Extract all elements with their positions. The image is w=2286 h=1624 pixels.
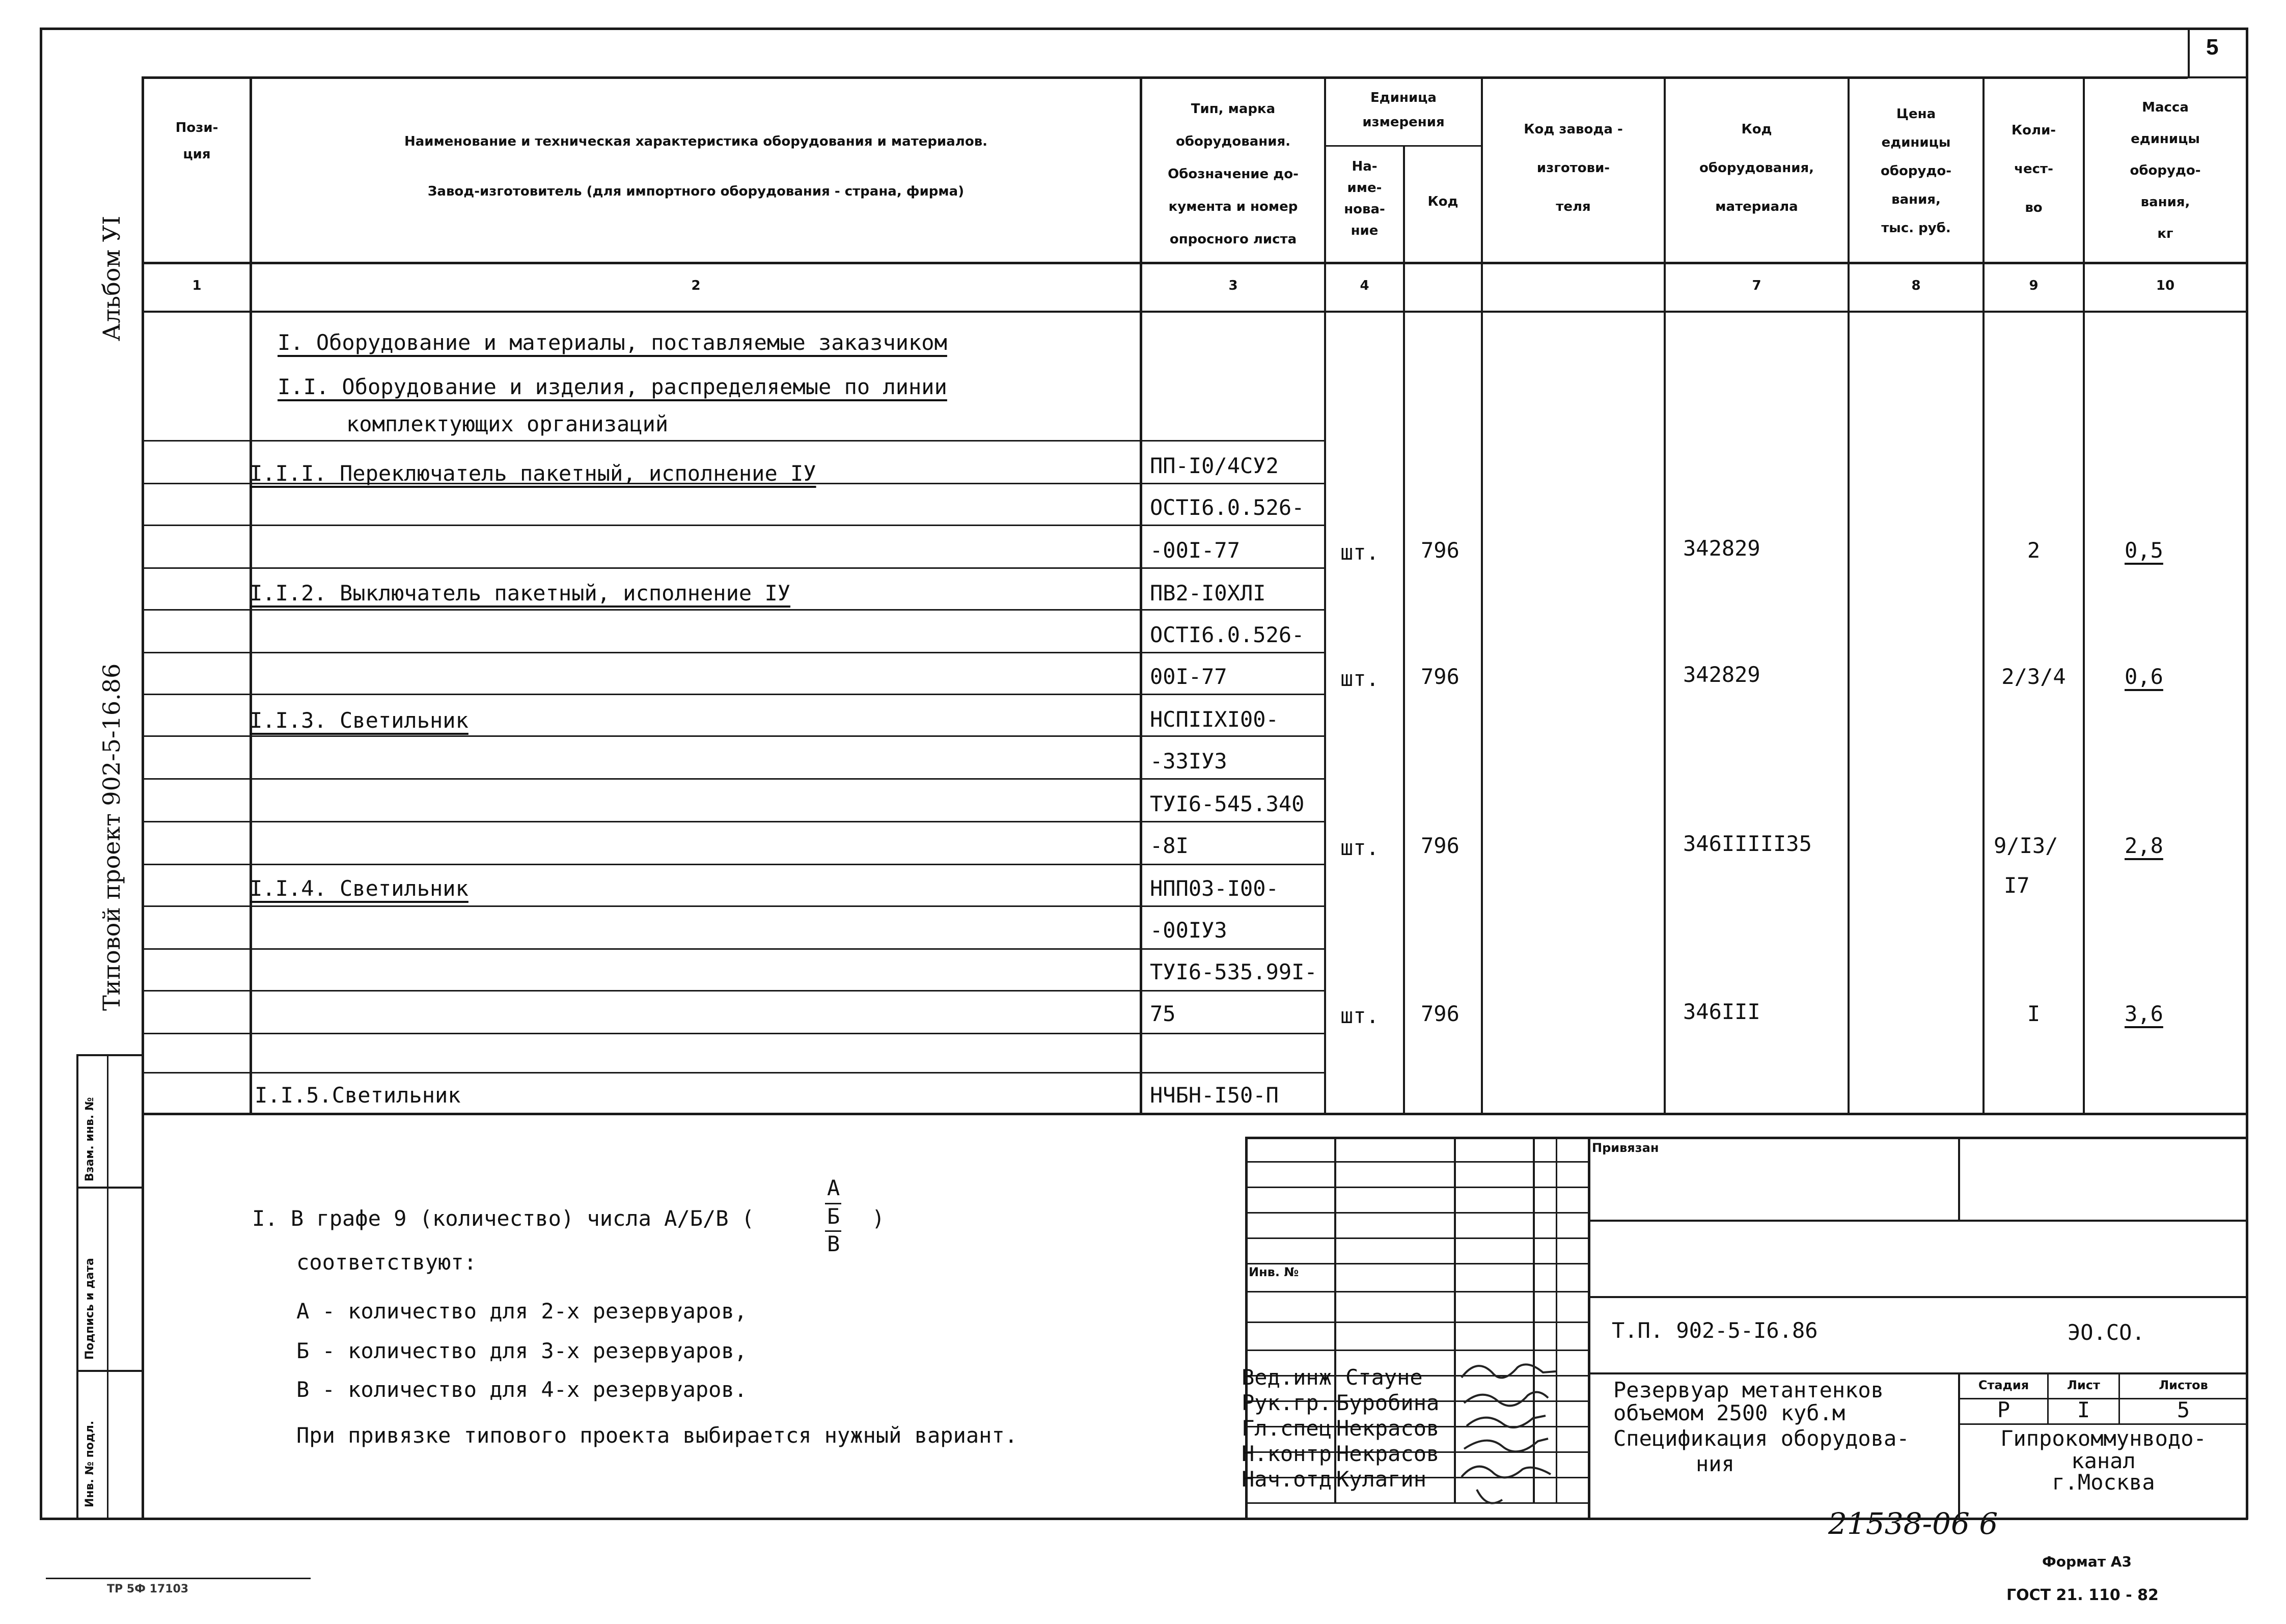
album-label: Альбом УI [98,215,125,341]
header-position: Пози- ция [175,120,218,162]
role-name: Буробина [1336,1390,1440,1415]
item-type: ТУI6-535.99I- [1150,959,1317,984]
format-label: Формат А3 [2042,1553,2132,1570]
stub-replace-inv: Взам. инв. № [84,1097,96,1181]
note-line3: А - количество для 2-х резервуаров, [296,1299,748,1324]
colnum-8: 8 [1911,278,1921,293]
item-type: -8I [1150,833,1189,858]
gost-label: ГОСТ 21. 110 - 82 [2006,1586,2159,1604]
stub-signature-date: Подпись и дата [84,1258,96,1360]
sheets-value: 5 [2177,1397,2190,1422]
note-close-paren: ) [872,1206,885,1231]
item-name: I.I.2. Выключатель пакетный, исполнение IУ [250,581,791,605]
item-type: ПВ2-I0ХЛI [1150,581,1266,605]
attached-label: Привязан [1592,1141,1659,1155]
item-quantity: I [2027,1001,2041,1026]
section-title: I. Оборудование и материалы, поставляемые заказчиком [278,330,947,355]
item-type: ОСТI6.0.526- [1150,622,1305,647]
item-quantity-cont: I7 [2004,873,2030,898]
item-quantity: 2/3/4 [2001,664,2066,689]
note-line1: I. В графе 9 (количество) числа А/Б/В ( [252,1206,755,1231]
header-name-line2: Завод-изготовитель (для импортного оборудования - страна, фирма) [427,184,965,199]
item-type: ТУI6-545.340 [1150,791,1305,816]
colnum-1: 1 [192,278,202,293]
item-mass: 2,8 [2125,833,2163,858]
item-type: -00IУ3 [1150,918,1227,943]
item-type: НСПIIХI00- [1150,707,1279,732]
role-name: Некрасов [1336,1441,1440,1466]
header-name-line1: Наименование и техническая характеристика оборудования и материалов. [404,134,988,149]
document-mark: ЭО.СО. [2068,1320,2145,1345]
item-type: НПП03-I00- [1150,876,1279,901]
item-mass: 3,6 [2125,1001,2163,1026]
colnum-10: 10 [2156,278,2175,293]
sheet-header: Лист [2067,1378,2100,1392]
item-type: 75 [1150,1001,1176,1026]
item-name: I.I.I. Переключатель пакетный, исполнение IУ [250,461,816,486]
item-unit-code: 796 [1421,664,1459,689]
item-name: I.I.3. Светильник [250,708,469,733]
item-type: ОСТI6.0.526- [1150,495,1305,520]
role-name: Кулагин [1336,1467,1427,1492]
item-mass: 0,5 [2125,538,2163,563]
colnum-7: 7 [1752,278,1761,293]
header-mass: Масса единицы оборудо- вания, кг [2130,100,2201,241]
colnum-4: 4 [1360,278,1369,293]
item-unit: шт. [1340,540,1379,565]
document-code: Т.П. 902-5-I6.86 [1612,1318,1818,1343]
role-label: Нач.отд [1242,1467,1332,1492]
item-type: ПП-I0/4СУ2 [1150,453,1279,478]
subsection-title: I.I. Оборудование и изделия, распределяемые по линии [278,374,947,399]
item-equipment-code: 342829 [1683,662,1760,687]
header-unit-group: Единица измерения [1362,90,1445,130]
note-line6: При привязке типового проекта выбирается нужный вариант. [296,1423,1018,1448]
role-label: Н.контр [1242,1441,1332,1466]
role-name: Некрасов [1336,1416,1440,1441]
note-line2: соответствуют: [296,1250,477,1275]
stage-value: Р [1997,1397,2010,1422]
note-line4: Б - количество для 3-х резервуаров, [296,1338,748,1363]
item-unit-code: 796 [1421,538,1459,563]
item-type: -33IУ3 [1150,749,1227,774]
item-unit: шт. [1340,1003,1379,1028]
item-name: I.I.4. Светильник [250,876,469,901]
colnum-2: 2 [691,278,701,293]
item-quantity: 9/I3/ [1994,833,2058,858]
role-name: Стауне [1345,1365,1423,1390]
org-line1: Гипрокоммунводо- [2000,1426,2207,1451]
item-quantity: 2 [2027,538,2041,563]
item-type: НЧБН-I50-П [1150,1083,1279,1108]
title-line2: объемом 2500 куб.м [1613,1400,1846,1425]
colnum-3: 3 [1228,278,1238,293]
sheet-value: I [2077,1397,2090,1422]
subsection-title-cont: комплектующих организаций [346,411,669,436]
item-mass: 0,6 [2125,664,2163,689]
header-quantity: Коли- чест- во [2011,123,2056,215]
bottom-stamp: ТР 5Ф 17103 [107,1583,189,1595]
note-fraction-a: А [827,1175,840,1200]
org-line2: канал [2071,1448,2136,1473]
stub-original-inv: Инв. № подл. [84,1420,96,1507]
item-unit: шт. [1340,835,1379,860]
org-line3: г.Москва [2052,1470,2155,1495]
handwritten-archive-number: 21538-06 6 [1828,1506,1998,1541]
note-line5: В - количество для 4-х резервуаров. [296,1377,748,1402]
item-equipment-code: 346IIIII35 [1683,831,1812,856]
inv-no-label: Инв. № [1249,1265,1299,1279]
item-equipment-code: 342829 [1683,536,1760,561]
item-equipment-code: 346III [1683,999,1760,1024]
signatures [1456,1357,1558,1520]
role-label: Вед.инж [1242,1365,1332,1390]
item-unit-code: 796 [1421,1001,1459,1026]
header-price: Цена единицы оборудо- вания, тыс. руб. [1880,106,1952,236]
role-label: Гл.спец [1242,1416,1332,1441]
title-line1: Резервуар метантенков [1613,1378,1884,1402]
note-fraction-c: В [827,1231,840,1256]
item-type: 00I-77 [1150,664,1227,689]
header-equipment-code: Код оборудования, материала [1699,122,1814,214]
title-line4: ния [1696,1451,1734,1476]
item-type: -00I-77 [1150,538,1241,563]
role-label: Рук.гр. [1242,1390,1332,1415]
colnum-9: 9 [2029,278,2039,293]
item-name: I.I.5.Светильник [255,1083,461,1108]
stage-header: Стадия [1978,1378,2029,1392]
item-unit: шт. [1340,666,1379,691]
title-line3: Спецификация оборудова- [1613,1426,1910,1451]
header-plant-code: Код завода - изготови- теля [1524,122,1623,214]
header-unit-name: На- име- нова- ние [1344,159,1385,238]
header-type: Тип, марка оборудования. Обозначение до- кумента и номер опросного листа [1168,101,1299,247]
sheets-header: Листов [2159,1378,2208,1392]
sheet-number: 5 [2206,35,2219,60]
project-label: Типовой проект 902-5-16.86 [98,663,125,1011]
item-unit-code: 796 [1421,833,1459,858]
header-unit-code: Код [1427,194,1458,209]
note-fraction-b: Б [827,1204,840,1229]
